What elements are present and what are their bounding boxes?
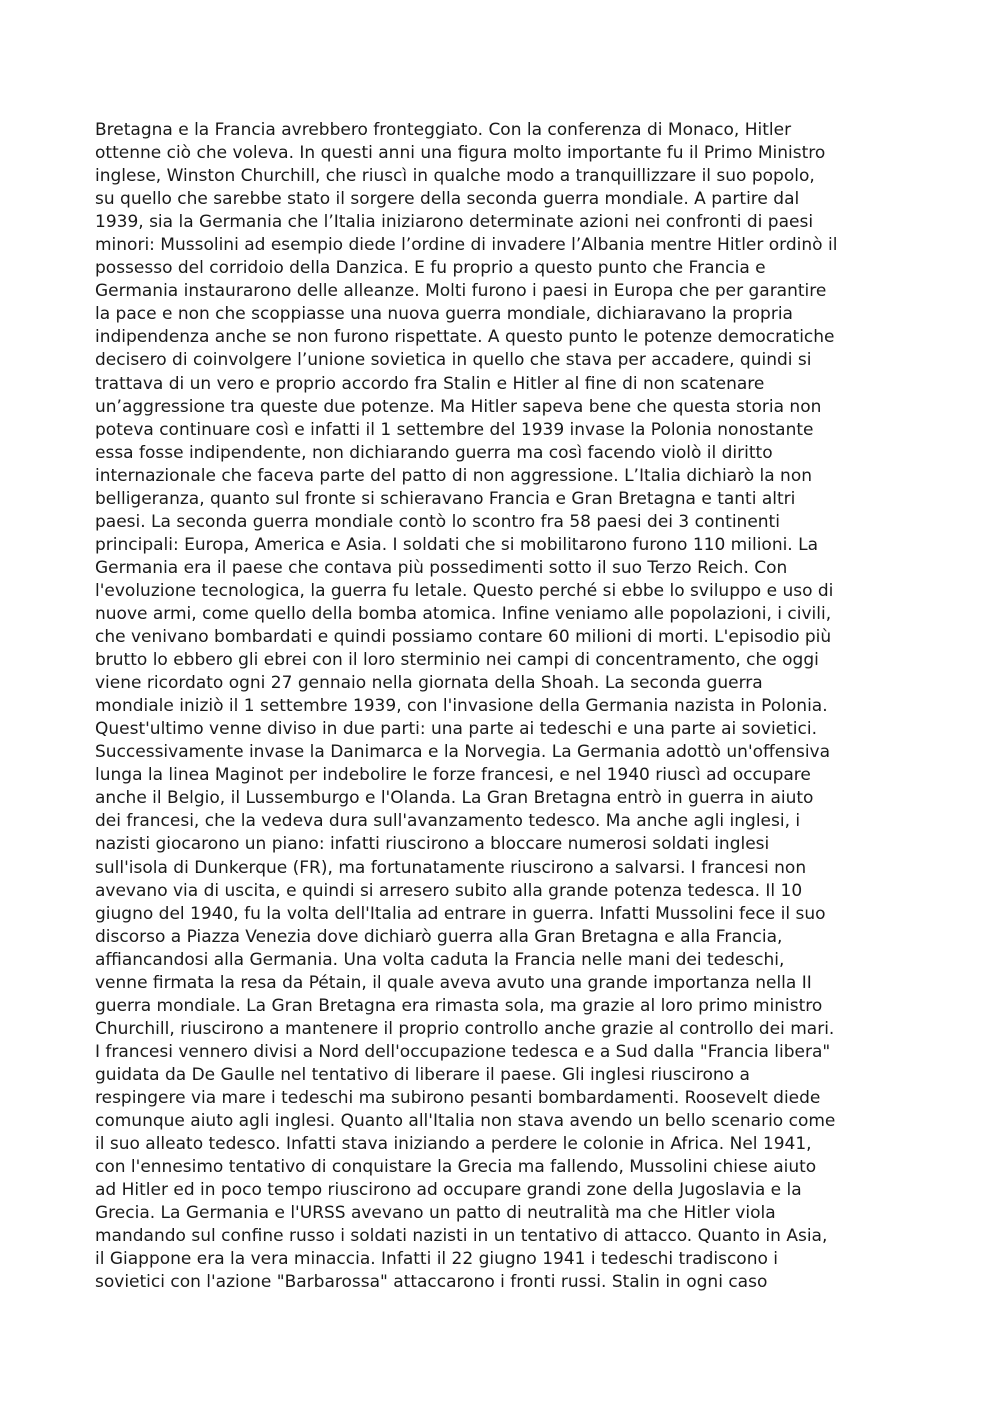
- text-line: sull'isola di Dunkerque (FR), ma fortunatamente riuscirono a salvarsi. I francesi non: [95, 857, 807, 878]
- text-line: Germania era il paese che contava più possedimenti sotto il suo Terzo Reich. Con: [95, 557, 788, 578]
- text-line: decisero di coinvolgere l’unione sovietica in quello che stava per accadere, quindi si: [95, 350, 812, 371]
- text-line: Grecia. La Germania e l'URSS avevano un patto di neutralità ma che Hitler viola: [95, 1203, 776, 1224]
- text-line: avevano via di uscita, e quindi si arresero subito alla grande potenza tedesca. Il 10: [95, 880, 803, 901]
- text-line: ad Hitler ed in poco tempo riuscirono ad occupare grandi zone della Jugoslavia e la: [95, 1180, 802, 1201]
- text-line: paesi. La seconda guerra mondiale contò lo scontro fra 58 paesi dei 3 continenti: [95, 511, 780, 532]
- text-line: venne firmata la resa da Pétain, il quale aveva avuto una grande importanza nella II: [95, 972, 812, 993]
- text-line: un’aggressione tra queste due potenze. Ma Hitler sapeva bene che questa storia non: [95, 396, 822, 417]
- text-line: sovietici con l'azione "Barbarossa" attaccarono i fronti russi. Stalin in ogni caso: [95, 1272, 768, 1293]
- text-line: Churchill, riuscirono a mantenere il proprio controllo anche grazie al controllo dei mari.: [95, 1018, 835, 1039]
- text-line: che venivano bombardati e quindi possiamo contare 60 milioni di morti. L'episodio più: [95, 627, 832, 648]
- text-line: trattava di un vero e proprio accordo fra Stalin e Hitler al fine di non scatenare: [95, 373, 765, 394]
- text-line: belligeranza, quanto sul fronte si schieravano Francia e Gran Bretagna e tanti altri: [95, 488, 796, 509]
- text-line: lunga la linea Maginot per indebolire le forze francesi, e nel 1940 riuscì ad occupare: [95, 765, 811, 786]
- text-line: mondiale iniziò il 1 settembre 1939, con l'invasione della Germania nazista in Polonia.: [95, 696, 828, 717]
- text-line: Successivamente invase la Danimarca e la Norvegia. La Germania adottò un'offensiva: [95, 742, 831, 763]
- text-line: guidata da De Gaulle nel tentativo di liberare il paese. Gli inglesi riuscirono a: [95, 1064, 750, 1085]
- text-line: indipendenza anche se non furono rispettate. A questo punto le potenze democratiche: [95, 327, 835, 348]
- text-line: nazisti giocarono un piano: infatti riuscirono a bloccare numerosi soldati inglesi: [95, 834, 770, 855]
- text-line: minori: Mussolini ad esempio diede l’ordine di invadere l’Albania mentre Hitler ordinò il: [95, 235, 838, 256]
- text-line: su quello che sarebbe stato il sorgere della seconda guerra mondiale. A partire dal: [95, 189, 800, 210]
- text-line: giugno del 1940, fu la volta dell'Italia ad entrare in guerra. Infatti Mussolini fece il suo: [95, 903, 826, 924]
- text-line: anche il Belgio, il Lussemburgo e l'Olanda. La Gran Bretagna entrò in guerra in aiuto: [95, 788, 814, 809]
- text-line: il Giappone era la vera minaccia. Infatti il 22 giugno 1941 i tedeschi tradiscono i: [95, 1249, 779, 1270]
- text-line: affiancandosi alla Germania. Una volta caduta la Francia nelle mani dei tedeschi,: [95, 949, 785, 970]
- text-line: guerra mondiale. La Gran Bretagna era rimasta sola, ma grazie al loro primo ministro: [95, 995, 823, 1016]
- text-line: Bretagna e la Francia avrebbero fronteggiato. Con la conferenza di Monaco, Hitler: [95, 120, 792, 140]
- text-line: Quest'ultimo venne diviso in due parti: una parte ai tedeschi e una parte ai sovietici.: [95, 719, 817, 740]
- text-line: discorso a Piazza Venezia dove dichiarò guerra alla Gran Bretagna e alla Francia,: [95, 926, 783, 947]
- text-line: l'evoluzione tecnologica, la guerra fu letale. Questo perché si ebbe lo sviluppo e uso di: [95, 580, 834, 601]
- text-line: brutto lo ebbero gli ebrei con il loro sterminio nei campi di concentramento, che oggi: [95, 650, 819, 671]
- text-line: dei francesi, che la vedeva dura sull'avanzamento tedesco. Ma anche agli inglesi, i: [95, 811, 801, 832]
- text-line: inglese, Winston Churchill, che riuscì in qualche modo a tranquillizzare il suo popolo,: [95, 166, 815, 187]
- text-line: Germania instaurarono delle alleanze. Molti furono i paesi in Europa che per garantire: [95, 281, 827, 302]
- text-line: 1939, sia la Germania che l’Italia iniziarono determinate azioni nei confronti di paesi: [95, 212, 814, 233]
- body-text: [95, 119, 915, 1294]
- text-line: internazionale che faceva parte del patto di non aggressione. L’Italia dichiarò la non: [95, 465, 813, 486]
- text-line: mandando sul confine russo i soldati nazisti in un tentativo di attacco. Quanto in Asia,: [95, 1226, 828, 1247]
- text-line: principali: Europa, America e Asia. I soldati che si mobilitarono furono 110 milioni. La: [95, 534, 819, 555]
- text-line: essa fosse indipendente, non dichiarando guerra ma così facendo violò il diritto: [95, 442, 773, 463]
- text-line: nuove armi, come quello della bomba atomica. Infine veniamo alle popolazioni, i civili,: [95, 603, 832, 624]
- text-line: possesso del corridoio della Danzica. E fu proprio a questo punto che Francia e: [95, 258, 766, 279]
- text-line: ottenne ciò che voleva. In questi anni una figura molto importante fu il Primo Ministro: [95, 143, 826, 164]
- text-line: la pace e non che scoppiasse una nuova guerra mondiale, dichiaravano la propria: [95, 304, 793, 325]
- text-line: il suo alleato tedesco. Infatti stava iniziando a perdere le colonie in Africa. Nel 1941,: [95, 1134, 812, 1155]
- text-line: viene ricordato ogni 27 gennaio nella giornata della Shoah. La seconda guerra: [95, 673, 763, 694]
- text-line: poteva continuare così e infatti il 1 settembre del 1939 invase la Polonia nonostante: [95, 419, 814, 440]
- text-line: comunque aiuto agli inglesi. Quanto all'Italia non stava avendo un bello scenario come: [95, 1111, 836, 1132]
- text-line: I francesi vennero divisi a Nord dell'occupazione tedesca e a Sud dalla "Francia libera": [95, 1041, 831, 1062]
- text-line: con l'ennesimo tentativo di conquistare la Grecia ma fallendo, Mussolini chiese aiuto: [95, 1157, 817, 1178]
- text-line: respingere via mare i tedeschi ma subirono pesanti bombardamenti. Roosevelt diede: [95, 1087, 821, 1108]
